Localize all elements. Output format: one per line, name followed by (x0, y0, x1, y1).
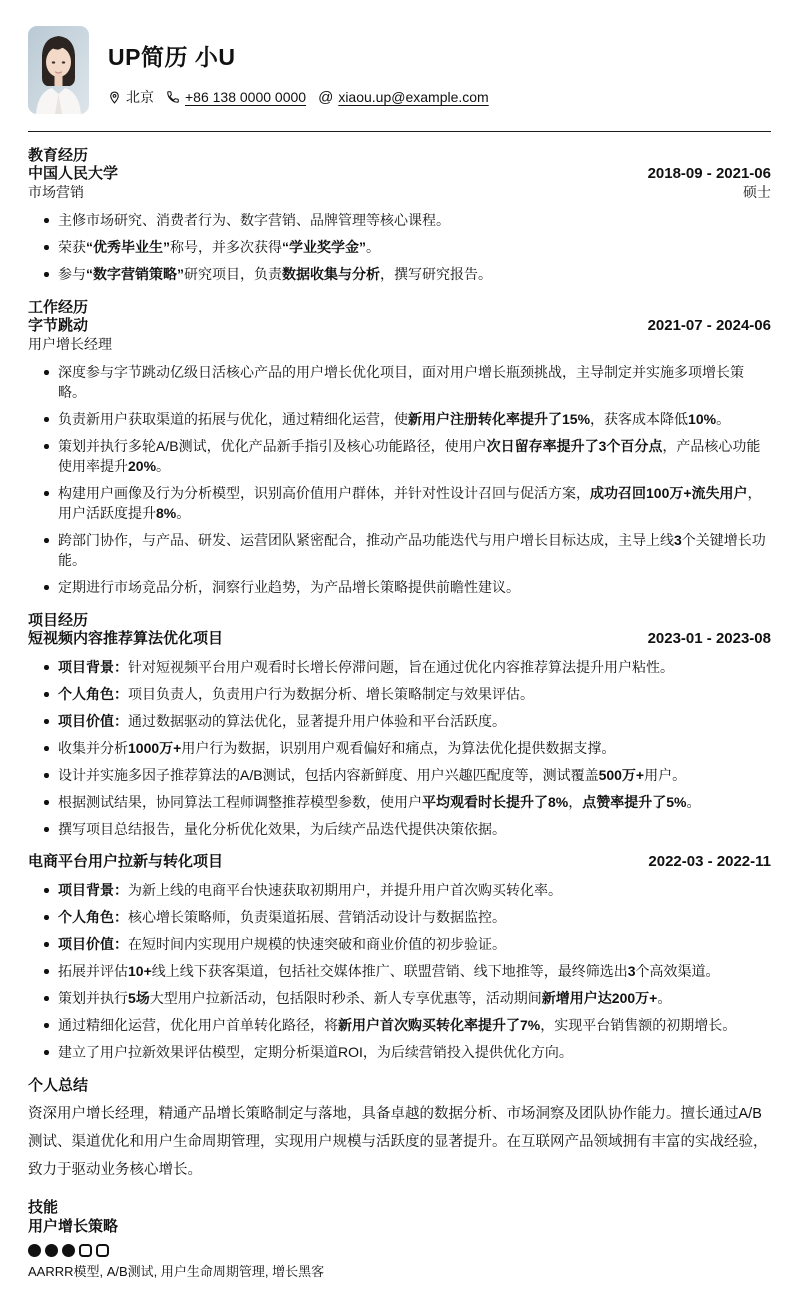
bullet-text: 在短时间内实现用户规模的快速突破和商业价值的初步验证。 (128, 936, 506, 952)
bullet-text-bold: 项目价值： (58, 713, 128, 729)
bullet-text-bold: “优秀毕业生” (86, 239, 170, 255)
bullet-text: 构建用户画像及行为分析模型，识别高价值用户群体，并针对性设计召回与促活方案， (58, 485, 590, 501)
bullet-text: 深度参与字节跳动亿级日活核心产品的用户增长优化项目，面对用户增长瓶颈挑战，主导制定并实施多项增长策略。 (58, 364, 744, 400)
bullet-text-bold: 20% (128, 458, 157, 474)
bullet-item (58, 934, 771, 954)
bullet-text: 设计并实施多因子推荐算法的A/B测试，包括内容新鲜度、用户兴趣匹配度等，测试覆盖 (58, 767, 599, 783)
bullet-text: 。 (657, 990, 672, 1006)
bullet-text-bold: 新用户注册转化率提升了15% (408, 411, 591, 427)
entry-title: 中国人民大学 (28, 165, 119, 182)
location-pin-icon (108, 90, 121, 105)
bullet-text: 根据测试结果，协同算法工程师调整推荐模型参数，使用户 (58, 794, 422, 810)
bullet-text-bold: 5场 (128, 990, 150, 1006)
bullet-item (58, 530, 771, 570)
bullet-text-bold: 个人角色： (58, 686, 128, 702)
bullet-text-bold: 项目价值： (58, 936, 128, 952)
bullet-text: 大型用户拉新活动，包括限时秒杀、新人专享优惠等，活动期间 (149, 990, 542, 1006)
section-work (28, 299, 771, 597)
bullet-text-bold: 成功召回100万+流失用户 (590, 485, 748, 501)
entry-date: 2018-09 - 2021-06 (647, 165, 771, 182)
bullet-text: 用户。 (644, 767, 687, 783)
entry-subtitle-row (28, 336, 771, 353)
entry-head (28, 317, 771, 335)
bullet-text: ，撰写研究报告。 (380, 266, 492, 282)
bullet-item (58, 907, 771, 927)
bullet-text: 通过数据驱动的算法优化，显著提升用户体验和平台活跃度。 (128, 713, 506, 729)
bullet-text: ，用户活跃度提升 (58, 485, 762, 521)
bullet-list (28, 362, 771, 597)
section-title-work: 工作经历 (28, 299, 89, 316)
bullet-text-bold: 500万+ (598, 767, 645, 783)
bullet-item (58, 792, 771, 812)
bullet-item (58, 1042, 771, 1062)
bullet-text: 针对短视频平台用户观看时长增长停滞问题，旨在通过优化内容推荐算法提升用户粘性。 (128, 659, 674, 675)
bullet-text: 通过精细化运营，优化用户首单转化路径，将 (58, 1017, 338, 1033)
bullet-item (58, 210, 771, 230)
bullet-text: 为新上线的电商平台快速获取初期用户，并提升用户首次购买转化率。 (128, 882, 562, 898)
bullet-text-bold: 3 (674, 532, 682, 548)
bullet-text: 定期进行市场竞品分析，洞察行业趋势，为产品增长策略提供前瞻性建议。 (58, 579, 520, 595)
skill-dot-filled (45, 1244, 58, 1257)
contact-row (108, 87, 489, 107)
phone-link[interactable]: +86 138 0000 0000 (185, 89, 307, 105)
bullet-text: ，获客成本降低 (590, 411, 689, 427)
skill-dot-empty (96, 1244, 109, 1257)
resume-body (28, 147, 771, 1280)
bullet-item (58, 961, 771, 981)
bullet-text-bold: 3 (627, 963, 636, 979)
bullet-item (58, 1015, 771, 1035)
bullet-item (58, 765, 771, 785)
bullet-text: 。 (366, 239, 380, 255)
skill-level-dots (28, 1244, 771, 1257)
bullet-text: 策划并执行多轮A/B测试，优化产品新手指引及核心功能路径，使用户 (58, 438, 487, 454)
location-text: 北京 (126, 89, 154, 105)
header-text (108, 26, 489, 107)
candidate-name: UP简历 小U (108, 44, 236, 70)
skill-name: 用户增长策略 (28, 1218, 119, 1235)
bullet-text: 策划并执行 (58, 990, 128, 1006)
section-title-summary: 个人总结 (28, 1077, 89, 1094)
resume-header (28, 26, 771, 114)
bullet-item (58, 988, 771, 1008)
bullet-text: 个关键增长功能。 (58, 532, 766, 568)
bullet-item (58, 711, 771, 731)
bullet-list (28, 880, 771, 1062)
bullet-text: 个高效渠道。 (635, 963, 720, 979)
section-projects (28, 612, 771, 1062)
bullet-text: 撰写项目总结报告，量化分析优化效果，为后续产品迭代提供决策依据。 (58, 821, 506, 837)
location-item (108, 87, 154, 107)
email-item (318, 89, 489, 106)
bullet-text-bold: 10% (688, 411, 717, 427)
bullet-text-bold: 1000万+ (128, 740, 182, 756)
entry-head (28, 165, 771, 183)
section-education (28, 147, 771, 284)
at-icon: @ (318, 88, 334, 106)
skill-dot-filled (28, 1244, 41, 1257)
bullet-text-bold: 点赞率提升了5% (582, 794, 687, 810)
bullet-text-bold: 个人角色： (58, 909, 128, 925)
bullet-text-bold: 次日留存率提升了3个百分点 (486, 438, 663, 454)
bullet-item (58, 237, 771, 257)
bullet-item (58, 738, 771, 758)
summary-paragraph: 资深用户增长经理，精通产品增长策略制定与落地，具备卓越的数据分析、市场洞察及团队协作能力。擅长通过A/B测试、渠道优化和用户生命周期管理，实现用户规模与活跃度的显著提升。在互联网产品领域拥有丰富的实战经验，致力于驱动业务核心增长。 (28, 1106, 768, 1178)
bullet-text: 荣获 (58, 239, 86, 255)
bullet-text: ，实现平台销售额的初期增长。 (540, 1017, 737, 1033)
entry-title: 电商平台用户拉新与转化项目 (28, 853, 224, 870)
bullet-text: 核心增长策略师，负责渠道拓展、营销活动设计与数据监控。 (128, 909, 506, 925)
entry-title: 字节跳动 (28, 317, 89, 334)
section-summary (28, 1077, 771, 1184)
bullet-text-bold: 10+ (128, 963, 152, 979)
bullet-text: 建立了用户拉新效果评估模型，定期分析渠道ROI，为后续营销投入提供优化方向。 (58, 1044, 573, 1060)
skill-keywords: AARRR模型, A/B测试, 用户生命周期管理, 增长黑客 (28, 1264, 325, 1279)
bullet-text: 项目负责人，负责用户行为数据分析、增长策略制定与效果评估。 (128, 686, 534, 702)
bullet-text-bold: 数据收集与分析 (282, 266, 380, 282)
bullet-text-bold: 项目背景： (58, 659, 128, 675)
skill-dot-filled (62, 1244, 75, 1257)
bullet-text: ，产品核心功能使用率提升 (58, 438, 761, 474)
header-divider (28, 131, 771, 132)
email-link[interactable]: xiaou.up@example.com (338, 89, 489, 105)
bullet-text: 。 (176, 505, 191, 521)
phone-item (166, 89, 306, 105)
entry (28, 853, 771, 1062)
bullet-text-bold: “数字营销策略” (86, 266, 184, 282)
bullet-text-bold: 项目背景： (58, 882, 128, 898)
section-title-skills: 技能 (28, 1199, 59, 1216)
bullet-text: 。 (686, 794, 701, 810)
entry-date: 2022-03 - 2022-11 (648, 853, 771, 870)
entry-subtitle-right: 硕士 (743, 184, 771, 200)
bullet-text-bold: 新增用户达200万+ (541, 990, 658, 1006)
bullet-text: 参与 (58, 266, 86, 282)
bullet-text: 负责新用户获取渠道的拓展与优化，通过精细化运营，使 (58, 411, 408, 427)
entry-head (28, 853, 771, 871)
entry (28, 317, 771, 597)
bullet-item (58, 436, 771, 476)
bullet-text: 。 (716, 411, 731, 427)
section-title-education: 教育经历 (28, 147, 89, 164)
profile-photo (28, 26, 89, 114)
bullet-text-bold: “学业奖学金” (282, 239, 366, 255)
bullet-item (58, 483, 771, 523)
bullet-text: ， (568, 794, 583, 810)
bullet-item (58, 684, 771, 704)
entry (28, 165, 771, 284)
phone-icon (166, 90, 180, 104)
skill-dot-empty (79, 1244, 92, 1257)
bullet-item (58, 264, 771, 284)
section-skills (28, 1199, 771, 1280)
profile-photo-illustration (28, 26, 89, 114)
bullet-text: 。 (156, 458, 171, 474)
bullet-text: 拓展并评估 (58, 963, 128, 979)
bullet-item (58, 657, 771, 677)
bullet-list (28, 210, 771, 284)
entry-head (28, 630, 771, 648)
section-title-projects: 项目经历 (28, 612, 89, 629)
bullet-item (58, 880, 771, 900)
bullet-text: 称号，并多次获得 (170, 239, 282, 255)
bullet-list (28, 657, 771, 839)
bullet-text: 收集并分析 (58, 740, 128, 756)
bullet-item (58, 362, 771, 402)
bullet-text: 跨部门协作，与产品、研发、运营团队紧密配合，推动产品功能迭代与用户增长目标达成，主导上线 (58, 532, 674, 548)
entry (28, 630, 771, 839)
bullet-item (58, 819, 771, 839)
bullet-text: 线上线下获客渠道，包括社交媒体推广、联盟营销、线下地推等，最终筛选出 (151, 963, 628, 979)
entry-subtitle-row (28, 184, 771, 201)
bullet-text: 主修市场研究、消费者行为、数字营销、品牌管理等核心课程。 (58, 212, 450, 228)
bullet-text: 研究项目，负责 (184, 266, 282, 282)
entry-subtitle: 市场营销 (28, 184, 84, 200)
bullet-text: 用户行为数据，识别用户观看偏好和痛点，为算法优化提供数据支撑。 (181, 740, 616, 756)
bullet-text-bold: 新用户首次购买转化率提升了7% (338, 1017, 541, 1033)
entry-title: 短视频内容推荐算法优化项目 (28, 630, 224, 647)
entry-date: 2023-01 - 2023-08 (647, 630, 771, 647)
entry-date: 2021-07 - 2024-06 (647, 317, 771, 334)
entry-subtitle: 用户增长经理 (28, 336, 112, 352)
bullet-text-bold: 平均观看时长提升了8% (422, 794, 569, 810)
bullet-item (58, 577, 771, 597)
bullet-text-bold: 8% (156, 505, 177, 521)
bullet-item (58, 409, 771, 429)
